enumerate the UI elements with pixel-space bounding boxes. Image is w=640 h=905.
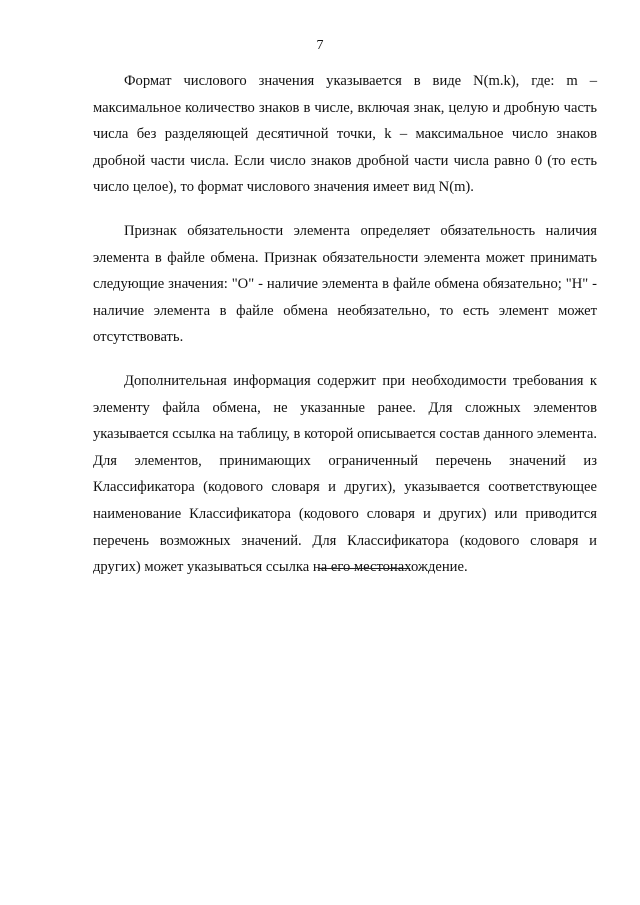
paragraph-number-format: Формат числового значения указывается в виде N(m.k), где: m – максимальное количество знаков в числе, включая знак, целую и дробную часть числа без разделяющей десятичной точки, k – максимальное число знаков дробной части числа. Если число знаков дробной части числа равно 0 (то есть число целое), то формат числового значения имеет вид N(m). bbox=[93, 73, 597, 196]
document-body bbox=[93, 68, 597, 598]
end-of-section-rule bbox=[318, 568, 410, 569]
paragraph-additional-info: Дополнительная информация содержит при необходимости требования к элементу файла обмена, не указанные ранее. Для сложных элементов указывается ссылка на таблицу, в которой описывается состав данного элемента. Для элементов, принимающих ограниченный перечень значений из Классификатора (кодового словаря и других), указывается соответствующее наименование Классификатора (кодового словаря и других) или приводится перечень возможных значений. Для Классификатора (кодового словаря и других) может указываться ссылка на его местонахождение. bbox=[93, 372, 597, 576]
paragraph-mandatory-flag: Признак обязательности элемента определяет обязательность наличия элемента в файле обмена. Признак обязательности элемента может принимать следующие значения: "О" - наличие элемента в файле обмена обязательно; "Н" - наличие элемента в файле обмена необязательно, то есть элемент может отсутствовать. bbox=[93, 222, 597, 346]
page-number: 7 bbox=[316, 38, 324, 53]
